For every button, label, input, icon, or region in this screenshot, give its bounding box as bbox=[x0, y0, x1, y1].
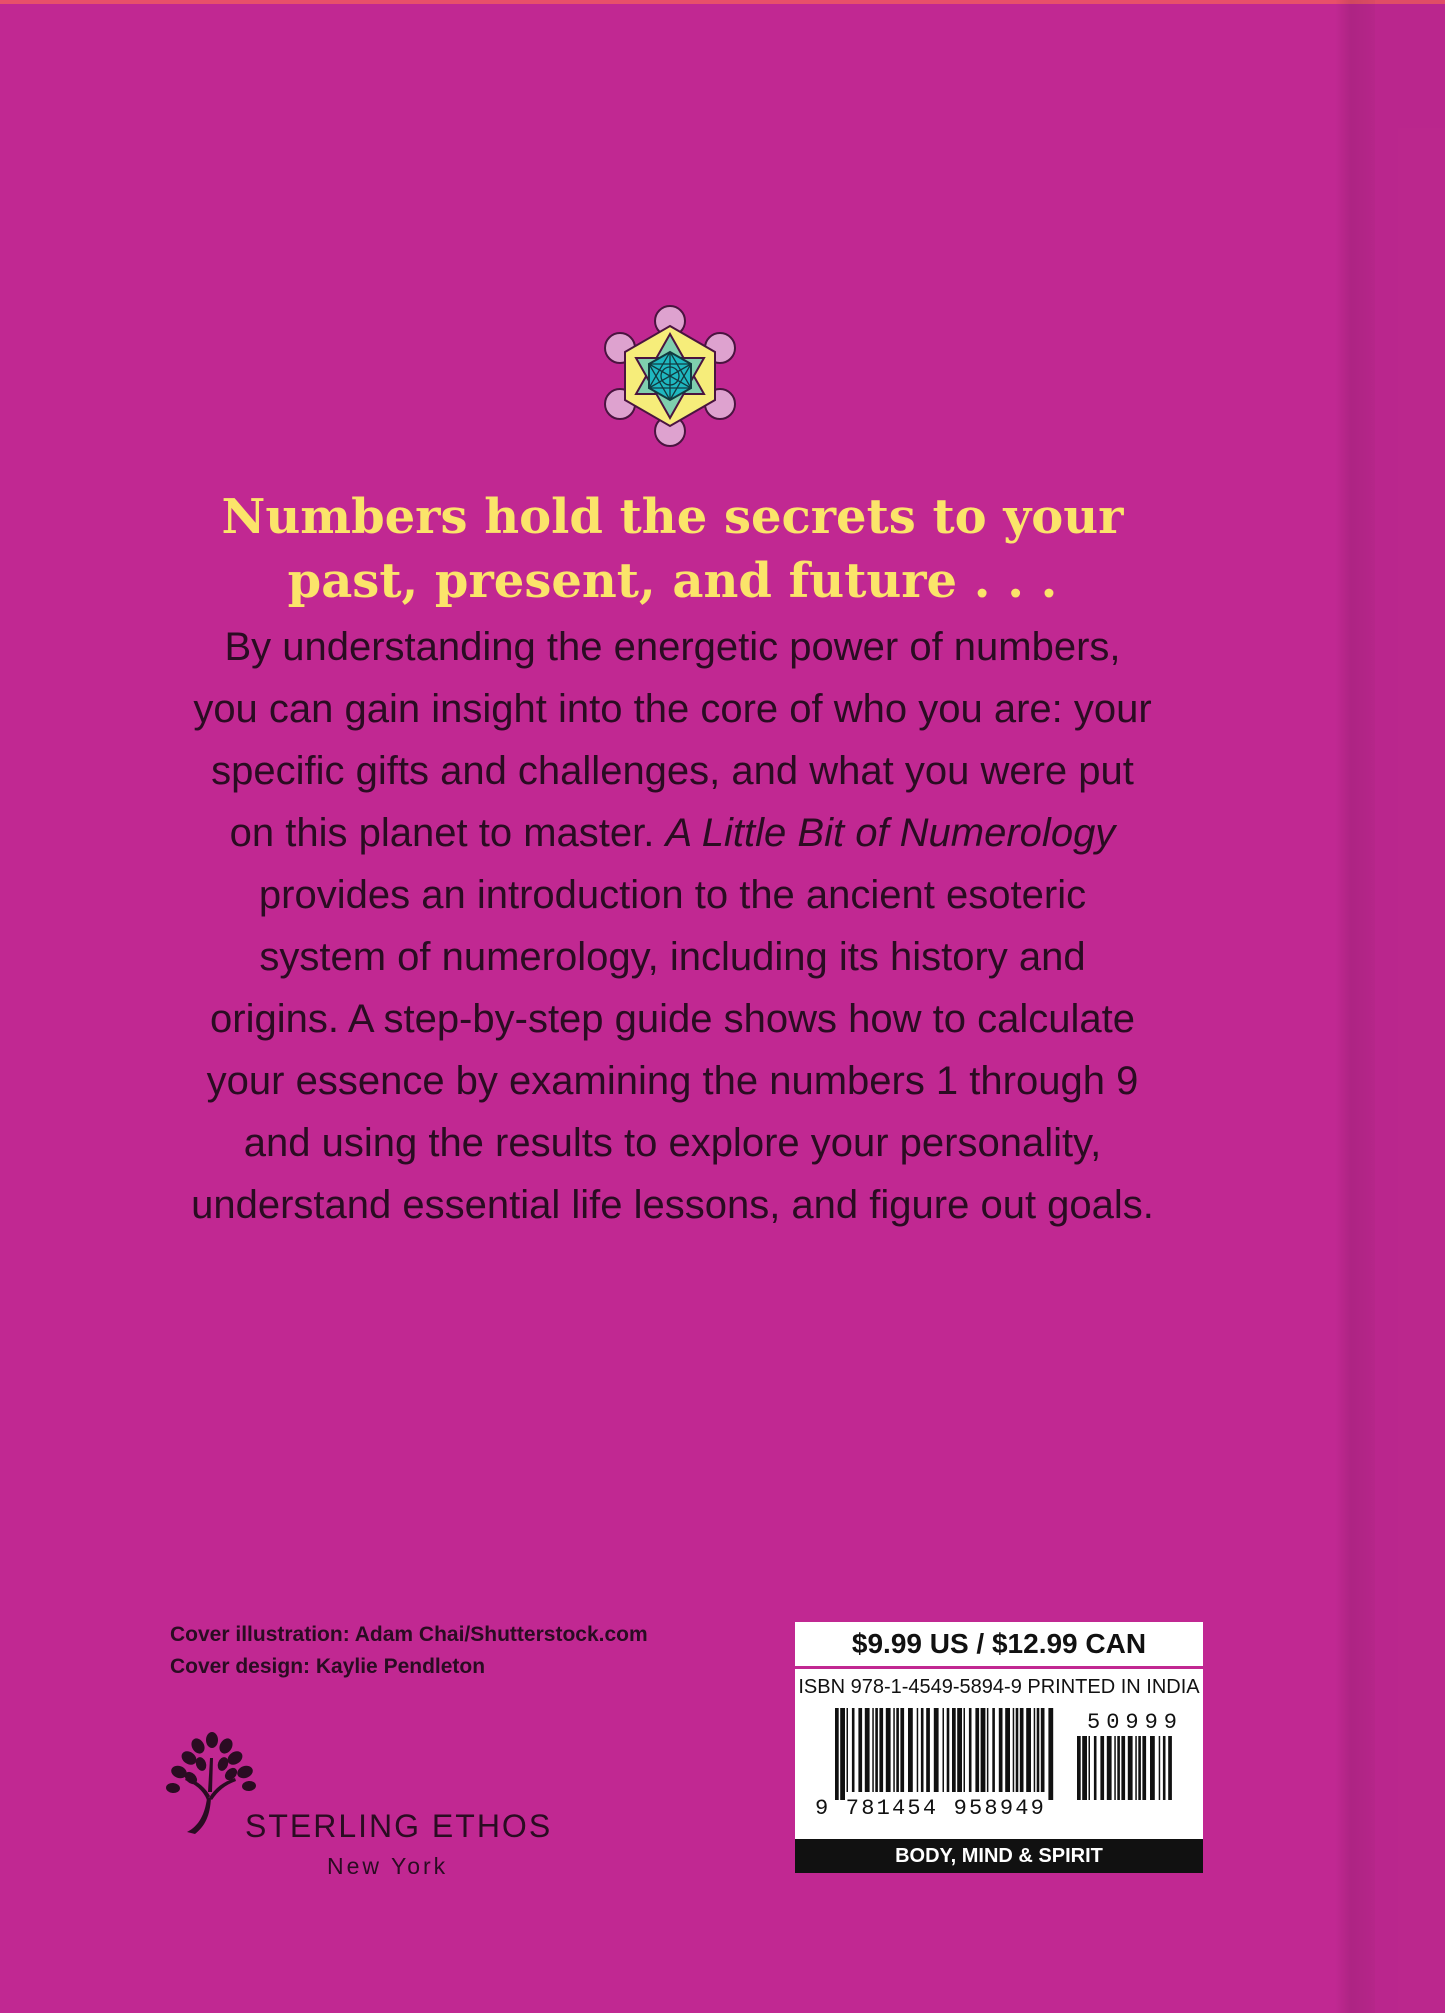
barcode-bar bbox=[1128, 1736, 1133, 1800]
barcode-bar bbox=[1114, 1736, 1116, 1800]
barcode-bar bbox=[1013, 1708, 1015, 1792]
cover-credits bbox=[170, 1619, 648, 1683]
isbn-label: ISBN 978-1-4549-5894-9 PRINTED IN INDIA bbox=[798, 1676, 1200, 1698]
barcode-bar bbox=[840, 1708, 845, 1800]
blurb-line: and using the results to explore your personality, bbox=[243, 1121, 1102, 1165]
blurb-line: provides an introduction to the ancient esoteric bbox=[258, 873, 1087, 917]
barcode-bar bbox=[1159, 1736, 1161, 1800]
category-label: BODY, MIND & SPIRIT bbox=[795, 1839, 1203, 1873]
blurb-line: By understanding the energetic power of numbers, bbox=[224, 625, 1121, 669]
barcode-bar bbox=[957, 1708, 962, 1792]
barcode-bar bbox=[1048, 1708, 1053, 1800]
blurb-line bbox=[140, 802, 1205, 864]
barcode-addon-bars bbox=[1077, 1736, 1172, 1800]
headline-line-1: Numbers hold the secrets to your bbox=[221, 489, 1124, 545]
blurb-line: system of numerology, including its history and bbox=[259, 935, 1086, 979]
blurb-line: origins. A step-by-step guide shows how to calculate bbox=[210, 997, 1135, 1041]
barcode-bar bbox=[934, 1708, 939, 1792]
barcode-bar bbox=[1082, 1736, 1087, 1800]
barcode-bar bbox=[917, 1708, 919, 1792]
blurb-line: your essence by examining the numbers 1 through 9 bbox=[206, 1059, 1139, 1103]
design-credit: Cover design: Kaylie Pendleton bbox=[170, 1655, 486, 1678]
barcode-bar bbox=[999, 1708, 1003, 1792]
barcode-bar bbox=[1168, 1736, 1172, 1800]
barcode-bar bbox=[865, 1708, 870, 1792]
barcode-bar bbox=[835, 1708, 839, 1800]
metatrons-cube-icon bbox=[600, 302, 740, 450]
barcode-bar bbox=[886, 1708, 891, 1792]
spine-shadow bbox=[1335, 0, 1375, 2013]
barcode-bar bbox=[1163, 1736, 1166, 1800]
barcode-bar bbox=[943, 1708, 945, 1792]
book-title: A Little Bit of Numerology bbox=[665, 811, 1116, 855]
barcode-bar bbox=[858, 1708, 862, 1792]
top-edge-stripe bbox=[0, 0, 1445, 4]
addon-digits: 50999 bbox=[1087, 1710, 1184, 1735]
barcode-bar bbox=[1041, 1708, 1045, 1792]
barcode-bar bbox=[1089, 1736, 1091, 1800]
barcode-bar bbox=[1016, 1708, 1019, 1792]
barcode-bar bbox=[964, 1708, 966, 1792]
barcode-bar bbox=[872, 1708, 874, 1792]
blurb-line: you can gain insight into the core of who you are: your bbox=[193, 687, 1152, 731]
barcode-bar bbox=[1094, 1736, 1097, 1800]
barcode-bar bbox=[952, 1708, 956, 1792]
barcode-bar bbox=[975, 1708, 979, 1792]
blurb-line: specific gifts and challenges, and what you were put bbox=[211, 749, 1134, 793]
illustration-credit: Cover illustration: Adam Chai/Shutterstock.com bbox=[170, 1623, 648, 1646]
blurb-paragraph bbox=[140, 616, 1205, 1236]
barcode-bar bbox=[1034, 1708, 1036, 1792]
blurb-line: understand essential life lessons, and figure out goals. bbox=[191, 1183, 1154, 1227]
barcode-bar bbox=[1150, 1736, 1155, 1800]
barcode-bar bbox=[1138, 1736, 1141, 1800]
barcode-bar bbox=[893, 1708, 895, 1792]
barcode-bar bbox=[1026, 1708, 1031, 1792]
barcode-bar bbox=[1077, 1736, 1081, 1800]
barcode-bar bbox=[1107, 1736, 1112, 1800]
barcode-bar bbox=[1100, 1736, 1104, 1800]
barcode-bar bbox=[896, 1708, 899, 1792]
barcode-panel bbox=[795, 1622, 1203, 1873]
barcode-bar bbox=[992, 1708, 995, 1792]
barcode-bar bbox=[900, 1708, 904, 1792]
barcode-bar bbox=[987, 1708, 989, 1792]
barcode bbox=[795, 1702, 1203, 1839]
barcode-bar bbox=[908, 1708, 913, 1792]
barcode-bar bbox=[969, 1708, 972, 1792]
publisher-city: New York bbox=[327, 1853, 449, 1879]
publisher-name: STERLING ETHOS bbox=[245, 1808, 553, 1844]
spine-edge bbox=[1375, 0, 1445, 2013]
barcode-main-bars bbox=[835, 1708, 1053, 1800]
headline bbox=[150, 485, 1195, 613]
barcode-bar bbox=[847, 1708, 849, 1792]
barcode-bar bbox=[981, 1708, 986, 1792]
main-digits: 9 781454 958949 bbox=[815, 1796, 1047, 1821]
barcode-bar bbox=[947, 1708, 950, 1792]
barcode-bar bbox=[1005, 1708, 1010, 1792]
barcode-bar bbox=[1020, 1708, 1024, 1792]
barcode-bar bbox=[852, 1708, 855, 1792]
blurb-line-text: on this planet to master. bbox=[229, 811, 666, 855]
barcode-bar bbox=[1121, 1736, 1125, 1800]
barcode-bar bbox=[875, 1708, 878, 1792]
barcode-bar bbox=[1037, 1708, 1040, 1792]
barcode-bar bbox=[1117, 1736, 1120, 1800]
barcode-bar bbox=[1135, 1736, 1137, 1800]
headline-line-2: past, present, and future . . . bbox=[287, 553, 1058, 609]
barcode-bar bbox=[926, 1708, 930, 1792]
barcode-bar bbox=[1142, 1736, 1146, 1800]
price-label: $9.99 US / $12.99 CAN bbox=[795, 1622, 1203, 1669]
barcode-bar bbox=[921, 1708, 924, 1792]
barcode-bar bbox=[879, 1708, 883, 1792]
